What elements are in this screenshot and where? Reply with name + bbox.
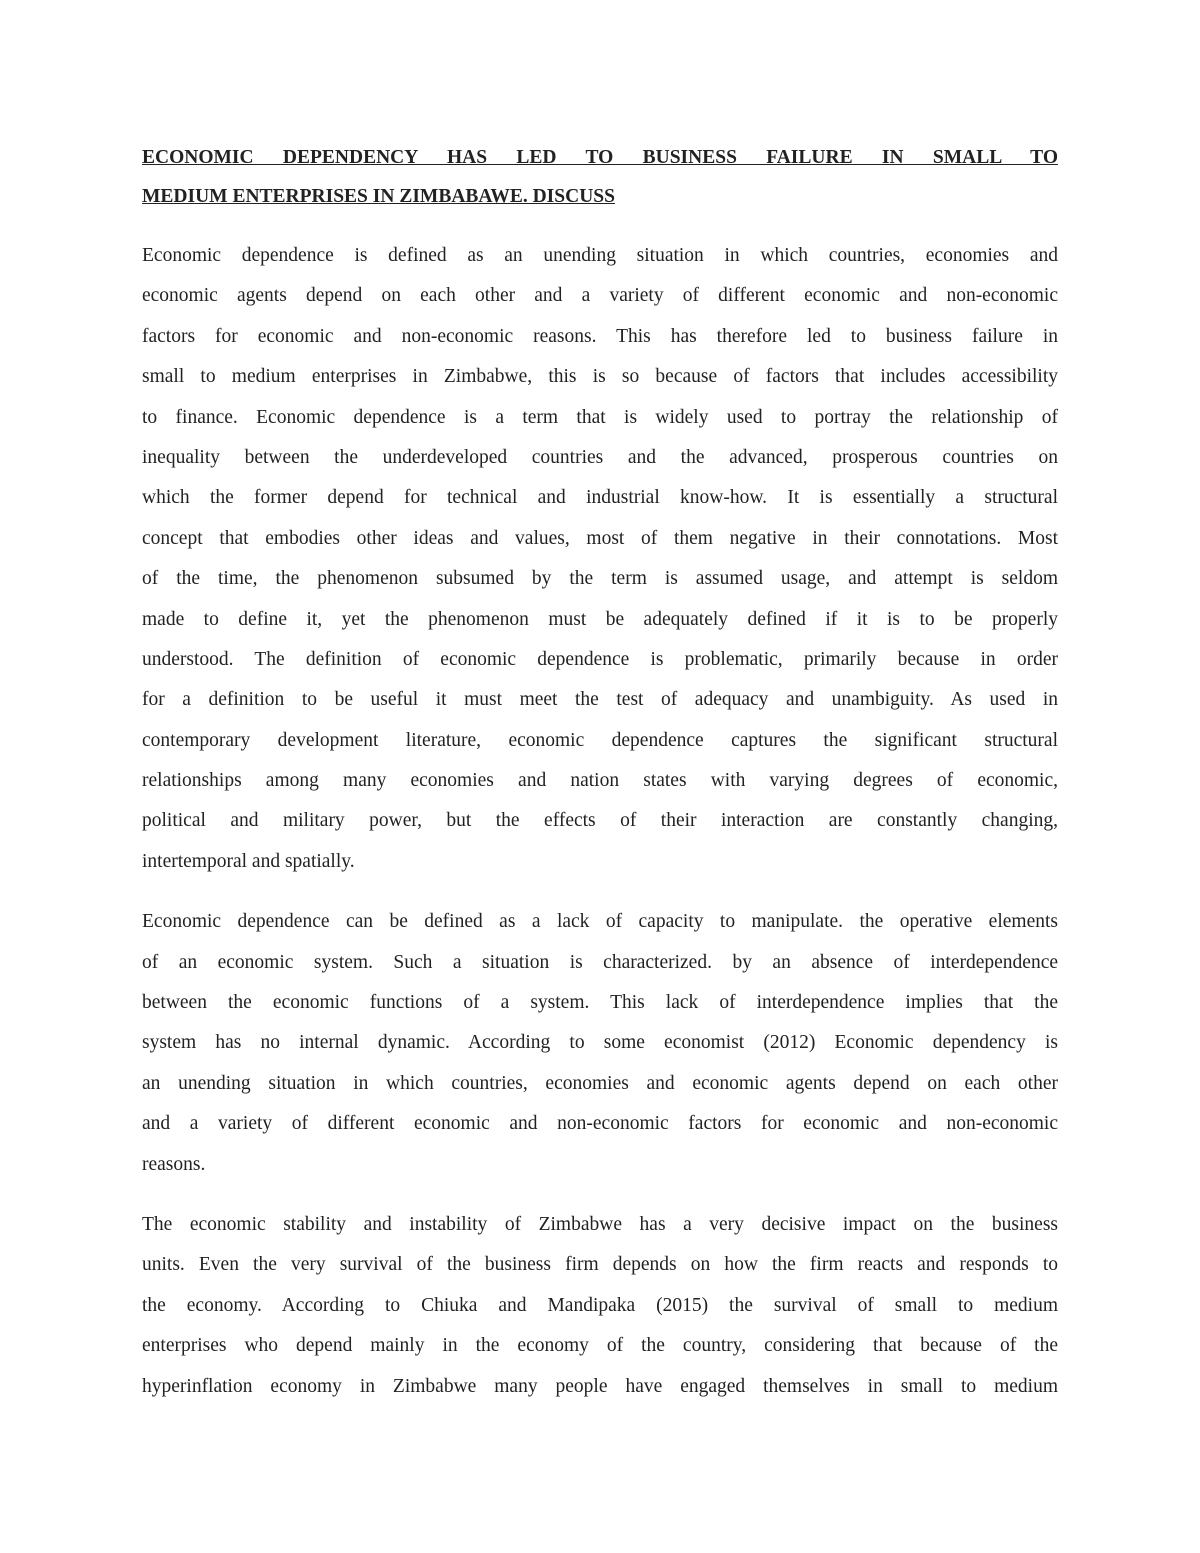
text-line: inequality between the underdeveloped countries and the advanced, prosperous countries on — [142, 446, 1058, 468]
text-line: small to medium enterprises in Zimbabwe, this is so because of factors that includes accessibility — [142, 366, 1058, 388]
text-line: hyperinflation economy in Zimbabwe many people have engaged themselves in small to medium — [142, 1375, 1058, 1397]
text-line: understood. The definition of economic dependence is problematic, primarily because in order — [142, 648, 1058, 670]
title-line: MEDIUM ENTERPRISES IN ZIMBABAWE. DISCUSS — [142, 186, 615, 207]
text-line: enterprises who depend mainly in the economy of the country, considering that because of the — [142, 1335, 1058, 1357]
text-line: political and military power, but the effects of their interaction are constantly changing, — [142, 810, 1058, 832]
text-line: relationships among many economies and nation states with varying degrees of economic, — [142, 770, 1058, 792]
paragraph — [142, 236, 1058, 882]
text-line: units. Even the very survival of the business firm depends on how the firm reacts and responds to — [142, 1254, 1058, 1276]
text-line: to finance. Economic dependence is a term that is widely used to portray the relationship of — [142, 406, 1058, 428]
text-line: and a variety of different economic and non-economic factors for economic and non-economic — [142, 1113, 1058, 1135]
text-line: of the time, the phenomenon subsumed by the term is assumed usage, and attempt is seldom — [142, 568, 1058, 590]
title-line: ECONOMIC DEPENDENCY HAS LED TO BUSINESS FAILURE IN SMALL TO — [142, 147, 1058, 168]
text-line: Economic dependence can be defined as a lack of capacity to manipulate. the operative elements — [142, 911, 1058, 933]
paragraph — [142, 902, 1058, 1185]
text-line: contemporary development literature, economic dependence captures the significant structural — [142, 729, 1058, 751]
text-line: which the former depend for technical and industrial know-how. It is essentially a structural — [142, 487, 1058, 509]
text-line: an unending situation in which countries, economies and economic agents depend on each other — [142, 1072, 1058, 1094]
text-line: Economic dependence is defined as an unending situation in which countries, economies and — [142, 245, 1058, 266]
text-line: the economy. According to Chiuka and Mandipaka (2015) the survival of small to medium — [142, 1294, 1058, 1316]
text-line: made to define it, yet the phenomenon must be adequately defined if it is to be properly — [142, 608, 1058, 630]
text-line: economic agents depend on each other and a variety of different economic and non-economic — [142, 285, 1058, 307]
text-line: between the economic functions of a system. This lack of interdependence implies that the — [142, 992, 1058, 1014]
text-line: reasons. — [142, 1153, 206, 1175]
paragraph — [142, 1205, 1058, 1407]
text-line: for a definition to be useful it must meet the test of adequacy and unambiguity. As used in — [142, 689, 1058, 711]
text-line: of an economic system. Such a situation is characterized. by an absence of interdependence — [142, 951, 1058, 973]
text-line: intertemporal and spatially. — [142, 850, 355, 872]
document-page — [142, 138, 1058, 1407]
text-line: The economic stability and instability of Zimbabwe has a very decisive impact on the business — [142, 1213, 1058, 1235]
text-line: concept that embodies other ideas and values, most of them negative in their connotations. Most — [142, 527, 1058, 549]
text-line: factors for economic and non-economic reasons. This has therefore led to business failure in — [142, 325, 1058, 347]
document-title — [142, 138, 1058, 216]
text-line: system has no internal dynamic. According to some economist (2012) Economic dependency is — [142, 1032, 1058, 1054]
